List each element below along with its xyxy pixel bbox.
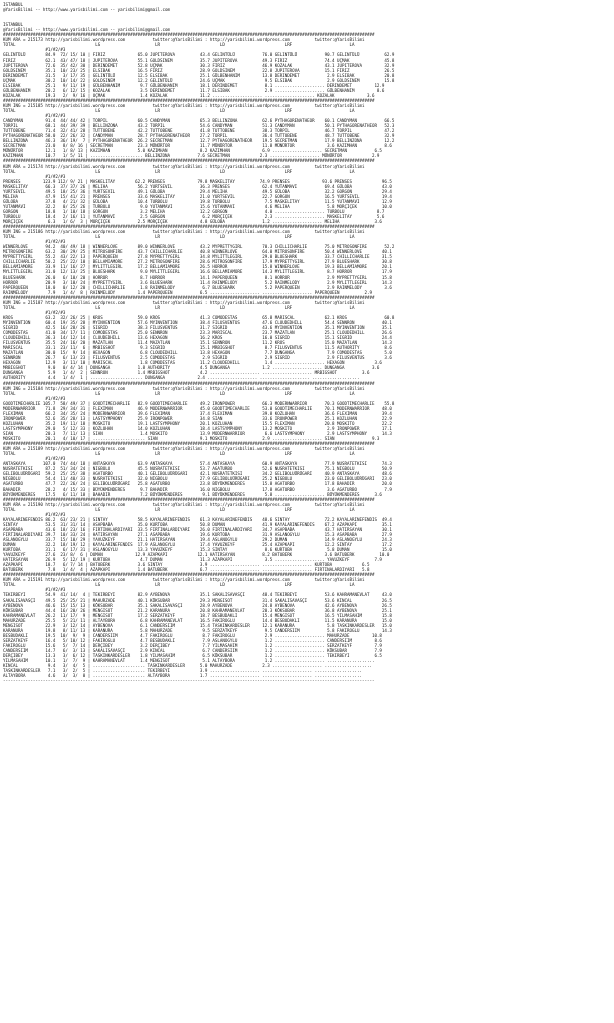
subheader: #1/#2/#3 [3, 47, 66, 53]
race-row: RAINMELODY 7.9 1/ 4/ 8 | RAINMELODY 1.4 PAPERQUEEN 6.5 .................... .................... PAPERQUEEN 2.9 [3, 289, 372, 295]
race-row: TEKIRBEYI 54.9 41/ 14/ 4 | TEKIRBEYI 82.9 AYBENOVA 35.1 SAKALISAVASÇI 48.4 TEKIRBEYI 53.6 KAHRAMANEVLAT 43.0 [3, 592, 392, 598]
page-title: ISTANBUL [3, 22, 23, 28]
column-headers: TOTAL LG LR LD LRF LA [3, 582, 355, 588]
race-row: SECRETMAN 23.0 8/ 8/ 16 | SECRETMAN 23.3 MÜNÜRTOR 11.7 MÜNÜRTOR 11.8 MÜNÜRTOR 3.6 KAZIMHAN 8.6 [3, 143, 392, 149]
race-row: MASKELITAY 66.3 37/ 37/ 26 | MELIHA 56.2 YURTSEVIL 36.3 PRENSES 62.4 YUTANMAVI 69.4 GÜLOBA 43.0 [3, 183, 392, 189]
race-row: TURBOLU 18.4 2/ 16/ 11 | YUTANMAVI 2.5 GORGON 6.2 MORÇIÇEK 2.3 .................... MASKELITAY 5.6 [3, 213, 385, 219]
race-row: MAHURZADE 25.5 5/ 21/ 11 | ALTAYBORA 6.8 KAHRAMANEVLAT 16.5 FAKIROGLU 14.4 BESBUDAKLI 11.5 KARANURA 15.0 [3, 617, 392, 623]
column-headers: TOTAL LG LR LD LRF LA [3, 42, 355, 48]
race-row: MYPRETTYGIRL 55.2 43/ 22/ 13 | PAPERQUEEN 27.8 MYPRETTYGIRL 34.8 MYLITTLEGIRL 29.0 BLUESHARK 33.7 CHILLICHARLIE 31.5 [3, 254, 392, 260]
race-title: KUM ARA = 215191 http://yarisbilimi.wordpress.com twitter:@YarisBilimi : http://yarisbilimi.wordpress.com twitter:@YarisBilimi [3, 577, 365, 583]
race-row: BESBUDAKLI 19.5 10/ 9/ 9 | CANDERSIIM 4.7 FAKIROGLU 8.7 FAKIROGLU 2.9 .................... MAHURZADE 10.8 [3, 632, 382, 638]
race-row: FIRTINALARDIYARI 39.7 10/ 33/ 24 | HATIRSAYAN 27.1 ASAPBABA 19.6 KURTOBA 31.9 ASLANOGYLU 15.3 ASAPBABA 27.9 [3, 531, 392, 537]
column-headers: TOTAL LG LR LD LRF LA [3, 390, 355, 396]
hash-rule: ##################################################################################################################################################### [3, 380, 375, 386]
race-row: FIRIZ 62.1 43/ 47/ 18 | JUPITEROVA 55.1 GOLDSINEM 35.7 JUPITEROVA 49.3 FIRIZ 74.4 UÇMAK 45.8 [3, 57, 395, 63]
race-row: FILUSVENTUS 35.5 24/ 16/ 20 | MAZATLAN 11.4 MAZATLAN 15.1 SENNRON 11.2 KROS 15.0 MAZATLAN 14.3 [3, 340, 392, 346]
race-row: SENNRON 26.7 6/ 13/ 23 | FILUSVENTUS 2.5 COMODESTAS 2.9 SIGRID 2.9 SIGRID 2.9 FILUSVENTUS 3.6 [3, 355, 392, 361]
race-row: YUTANMAVI 32.2 0/ 25/ 26 | TURBOLU 9.0 YUTANMAVI 15.6 YUTANMAVI 4.6 MELIHA 5.8 MORÇIÇEK 10.0 [3, 203, 392, 209]
hash-rule: ##################################################################################################################################################### [3, 294, 375, 300]
subheader: #1/#2/#3 [3, 309, 66, 315]
race-row: WINNERLOVE 94.2 40/ 49/ 18 | WINNERLOVE 89.0 WINNERLOVE 43.2 MYPRETTYGIRL 70.3 CHILLICHARLIE 75.0 MITROSONFIRE 52.2 [3, 244, 395, 250]
race-row: FLEXIMAN 66.2 34/ 35/ 24 | MODERNWARRIOR 39.6 FLEXIMAN 37.4 FLEXIMAN 39.8 KOZLUHAN 36.6 FLEXIMAN 39.4 [3, 410, 392, 416]
race-row: MYINVENTION 60.4 19/ 35/ 28 | MYINVENTION 57.6 MYINVENTION 38.4 FILUSVENTUS 47.6 CLOUDEDHILL 54.4 SENNRON 40.1 [3, 319, 392, 325]
race-row: GELIBOLUÜRÜGARI 59.2 25/ 25/ 38 | AGATURBO 40.1 GELIBOLUÜRÜGARI 42.1 NUSRATETKISI 34.2 GELIBOLUÜRÜGARI 40.9 ANTASKAYA 48.6 [3, 471, 392, 477]
hash-rule: ##################################################################################################################################################### [3, 97, 375, 103]
column-headers: TOTAL LG LR LD LRF LA [3, 168, 355, 174]
subheader: #1/#2/#3 [3, 511, 66, 517]
race-row: KINCAL 9.4 3/ 4/ 5 | ..................... TASKINKARDESLER 5.0 MAHURZADE 2.3 .................... ................... [3, 663, 372, 669]
subheader: #1/#2/#3 [3, 113, 66, 119]
race-row: AYBENOVA 46.6 15/ 15/ 13 | KÖKSUBAR 35.1 SAKALISAVASÇI 28.9 AYBENOVA 24.8 AYBENOVA 42.6 AYBENOVA 26.5 [3, 602, 392, 608]
race-row: KROS 63.2 32/ 26/ 25 | KROS 59.0 KROS 41.3 COMODESTAS 65.8 MARISCAL 62.1 KROS 60.8 [3, 314, 395, 320]
hash-rule: ##################################################################################################################################################### [3, 32, 375, 38]
race-row: MYLITTLEGIRL 31.0 12/ 13/ 25 | BLUESHARK 9.0 MYLITTLEGIRL 16.6 BELLAMIAMORE 14.3 MYLITTLEGIRL 8.7 HORROR 17.9 [3, 269, 392, 275]
dash-rule: ----------------------------------------------------------------------------------------------------------------------------------------------------- [3, 678, 375, 684]
race-row: DUMAN 32.2 18/ 19/ 12 | KAYALARINEFENDIS 17.9 ASLANOGYLU 17.4 YAVUZKEYF 25.4 AZAPKAPI 12.2 SINTAY 17.2 [3, 542, 392, 548]
race-row: MRBIGSHOT 9.0 0/ 4/ 14 | DUNGANGA 1.8 AUTHORITY 4.5 DUNGANGA 1.2 .................... DUNGANGA 3.6 [3, 365, 380, 371]
race-row: CANDERSIIM 14.7 6/ 3/ 13 | SAKALISAVASÇI 2.9 KINCAL 6.7 CANDERSIIM 1.2 .................... KÖKSUBAR 7.9 [3, 648, 382, 653]
race-row: ELSIBAK 25.1 9/ 11/ 19 | GÜLBENHANIM 9.7 GÜLBENHANIM 18.1 DERINDEMET 8.1 .................... DERINDEMET 12.9 [3, 82, 385, 88]
column-headers: TOTAL LG LR LD LRF LA [3, 234, 355, 240]
header-credit: @YarisBilimi -- http://www.yarisbilimi.com -- yarisbilimi@gmail.com [3, 7, 171, 13]
subheader: #1/#2/#3 [3, 456, 66, 462]
race-row: IRONPOWER 52.6 35/ 28/ 13 | LASTSYMPHONY 25.9 IRONPOWER 34.8 SIAN 33.6 IRONPOWER 25.1 KOZLUHAN 22.9 [3, 415, 392, 421]
race-row: COMODESTAS 41.0 34/ 17/ 11 | COMODESTAS 25.0 SENNRON 23.3 MARISCAL 23.7 MAZATLAN 25.1 CLOUDEDHILL 26.6 [3, 330, 392, 336]
race-row: YILMASAHIM 10.1 1/ 7/ 9 | KAHRAMANEVLAT 1.4 MENGISOT 5.1 ALTAYBORA 1.2 .................... ................... [3, 658, 375, 664]
race-row: KURTOBA 31.1 6/ 17/ 31 | ASLANOGYLU 13.3 YAVUZKEYF 15.3 SINTAY 8.6 KURTOBA 5.8 DUMAN 15.0 [3, 547, 392, 553]
race-row: KARANURA 19.8 8/ 11/ 13 | KARANURA 5.8 MAHURZADE 9.5 SERZATKEYF 9.5 CANDERSIIM 5.8 FAKIROGLU 14.3 [3, 627, 392, 633]
race-row: KOZLUHAN 35.2 19/ 11/ 18 | MOSKITO 19.1 LASTSYMPHONY 20.1 KOZLUHAN 15.5 FLEXIMAN 20.8 MOSKITO 22.2 [3, 420, 392, 426]
race-row: KAHRAMANEVLAT 26.2 11/ 17/ 9 | MENGISOT 17.2 SERZATKEYF 18.7 BESBUDAKLI 15.4 MENGISOT 16.5 YILMASAHIM 15.8 [3, 612, 392, 618]
race-row: ANTASKAYA 107.0 74/ 44/ 18 | ANTASKAYA 63.9 ANTASKAYA 57.4 ANTASKAYA 60.9 ANTASKAYA 77.9 NUSRATETKISI 74.3 [3, 461, 392, 467]
race-row: BELLAMIAMORE 33.9 11/ 16/ 27 | MYLITTLEGIRL 17.2 BELLAMIAMORE 26.5 HORROR 15.8 WINNERLOVE 19.3 BELLAMIAMORE 20.1 [3, 264, 392, 270]
race-title: KUM ING = 215187 http://yarisbilimi.wordpress.com twitter:@YarisBilimi : http://yarisbilimi.wordpress.com twitter:@YarisBilimi [3, 299, 365, 305]
race-row: MELIHA 47.9 15/ 41/ 21 | PRENSES 33.6 MASKELITAY 21.0 YURTSEVIL 22.7 GORGON 16.5 YURTSEVIL 19.4 [3, 193, 392, 199]
race-row: AZAPKAPI 18.7 6/ 7/ 14 | BATUBERK 3.6 SINTAY 3.9 .................... .................... KURTOBA 6.5 [3, 562, 370, 568]
race-row: TUTTOBENE 71.4 32/ 41/ 28 | TUTTOBENE 42.2 TUTTOBENE 41.8 TUTTOBENE 38.3 TORPIL 46.7 TORPIL 47.2 [3, 128, 395, 134]
race-row: JUPITEROVA 72.6 35/ 42/ 30 | DERINDEMET 52.8 UÇMAK 30.3 FIRIZ 46.9 KOZALAK 43.1 JUPITEROVA 32.9 [3, 62, 395, 68]
race-row: TORPIL 68.1 44/ 39/ 39 | BELLINZONA 43.2 TORPIL 54.6 CANDYMAN 51.3 CANDYMAN 50.1 PYTHAGORENATHEOR 52.3 [3, 123, 395, 129]
race-row: BAHADIR 28.2 4/ 15/ 33 | BÜYÜKMENDERES 9.7 BAHADIR 16.0 NIGBOLU 17.8 AGATURBO 3.6 AGATURBO 7.9 [3, 486, 392, 492]
race-row: FAKIROGLU 15.6 5/ 7/ 14 | DERÇIBEY 3.2 DERÇIBEY 7.7 YILMASAHIM 1.2 .................... SERZATKEYF 7.9 [3, 642, 382, 648]
race-row: NUSRATETKISI 87.2 51/ 34/ 24 | NIGBOLU 45.5 NUSRATETKISI 53.7 AGATURBO 52.6 NUSRATETKISI 75.1 NIGBOLU 50.9 [3, 466, 392, 472]
race-row: CANDYMAN 91.4 44/ 44/ 42 | TORPIL 60.5 CANDYMAN 65.3 BELLINZONA 62.6 PYTHAGORENATHEOR 60.1 CANDYMAN 66.5 [3, 118, 395, 124]
column-headers: TOTAL LG LR LD LRF LA [3, 451, 355, 457]
race-row: CHILLICHARLIE 50.2 25/ 22/ 10 | BELLAMIAMORE 27.2 MITROSONFIRE 28.6 MITROSONFIRE 17.9 MYPRETTYGIRL 27.9 BLUESHARK 30.8 [3, 259, 392, 265]
race-row: SAKALISAVASÇI 49.5 25/ 25/ 21 | MAHURZADE 40.1 KÖKSUBAR 29.3 MENGISOT 31.4 SAKALISAVASÇI 53.6 KINCAL 26.5 [3, 597, 392, 603]
race-row: MENGISOT 22.9 3/ 12/ 14 | AYBENOVA 6.1 CANDERSIIM 15.4 TASKINKARDESLER 12.1 KARANURA 5.8 TASKINKARDESLER 15.0 [3, 622, 392, 628]
race-row: GELINTÜLÜ 84.9 72/ 15/ 10 | FIRIZ 65.0 JUPITEROVA 43.4 GELINTÜLÜ 76.0 GELINTÜLÜ 90.7 GELINTÜLÜ 62.9 [3, 52, 395, 58]
race-row: MOSKITO 20.1 4/ 10/ 17 | ..................... SIAN 9.1 MOSKITO 2.9 .................... SIAN 9.3 [3, 436, 380, 442]
race-title: KUM ING = 215186 http://yarisbilimi.wordpress.com twitter:@YarisBilimi : http://yarisbilimi.wordpress.com twitter:@YarisBilimi [3, 229, 365, 235]
race-row: AUTHORITY 4.4 1/ 4/ 1 | ..................... DUNGANGA 2.4 .................... .................... ................... [3, 375, 360, 381]
race-title: KUM ING = 215185 http://yarisbilimi.wordpress.com twitter:@YarisBilimi : http://yarisbilimi.wordpress.com twitter:@YarisBilimi [3, 102, 365, 108]
race-row: GÜLOBA 37.8 4/ 21/ 32 | GÜLOBA 10.4 TURBOLU 19.8 TURBOLU 7.5 MASKELITAY 11.5 YUTANMAVI 12.9 [3, 198, 392, 204]
column-headers: TOTAL LG LR LD LRF LA [3, 506, 355, 512]
race-row: PAPERQUEEN 18.0 0/ 12/ 20 | CHILLICHARLIE 1.8 RAINMELODY 6.7 BLUESHARK 5.2 PAPERQUEEN 2.9 RAINMELODY 3.6 [3, 284, 392, 290]
column-headers: TOTAL LG LR LD LRF LA [3, 107, 355, 113]
race-row: PRENSES 123.9 112/ 9/ 21 | MASKELITAY 62.2 PRENSES 79.8 MASKELITAY 74.9 PRENSES 93.6 PRENSES 96.5 [3, 178, 392, 184]
race-row: YAVUZKEYF 27.6 23/ 8/ 6 | DUMAN 12.9 AZAPKAPI 12.1 HATIRSAYAN 8.2 BATUBERK 3.6 BATUBERK 10.0 [3, 552, 390, 558]
race-row: KÖKSUBAR 44.4 16/ 20/ 26 | MENGISOT 21.2 KARANURA 20.8 KAHRAMANEVLAT 20.3 KÖKSUBAR 36.8 AYBENOVA 25.1 [3, 607, 392, 613]
race-row: MARISCAL 33.1 23/ 11/ 6 | MRBIGSHOT 9.3 SIGRID 15.1 MRBIGSHOT 8.7 FILUSVENTUS 11.5 AUTHORITY 8.6 [3, 345, 392, 351]
race-title: KUM ARA = 215189 http://yarisbilimi.wordpress.com twitter:@YarisBilimi : http://yarisbilimi.wordpress.com twitter:@YarisBilimi [3, 446, 365, 452]
race-row: KAZIMHAN 10.7 1/ 5/ 11 | ..................... BELLINZONA 7.6 SECRETMAN 2.3 .................... MÜNÜRTOR 2.9 [3, 153, 380, 159]
race-row: MORÇIÇEK 6.3 1/ 6/ 3 | MORÇIÇEK 2.5 MORÇIÇEK 4.8 GÜLOBA 1.2 .................... MELIHA 3.6 [3, 219, 382, 225]
race-row: DERINDEMET 31.5 3/ 17/ 35 | GELINTÜLÜ 12.5 ELSIBAK 25.1 GÜLBENHANIM 13.8 DERINDEMET 2.9 ELSIBAK 20.8 [3, 72, 395, 78]
race-row: DUNGANGA 5.9 1/ 4/ 2 | SENNRON 1.4 MRBIGSHOT 4.2 .................... .................... MRBIGSHOT 3.6 [3, 370, 370, 376]
race-row: AGATURBO 47.7 22/ 26/ 24 | GELIBOLUÜRÜGARI 25.8 AGATURBO 23.8 BÜYÜKMENDERES 15.8 AGATURBO 17.8 BAHADIR 20.0 [3, 481, 392, 487]
race-row: MITROSONFIRE 63.2 30/ 29/ 25 | MITROSONFIRE 43.7 CHILLICHARLIE 40.8 WINNERLOVE 64.0 MITROSONFIRE 50.4 WINNERLOVE 40.1 [3, 249, 392, 255]
race-title: KUM ARA = 215190 http://yarisbilimi.wordpress.com twitter:@YarisBilimi : http://yarisbilimi.wordpress.com twitter:@YarisBilimi [3, 501, 365, 507]
race-row: GOLDSINEM 35.1 10/ 23/ 25 | ELSIBAK 16.5 FIRIZ 28.9 GOLDSINEM 22.8 JUPITEROVA 15.1 FIRIZ 26.5 [3, 67, 395, 73]
race-row: BATUBERK 7.8 1/ 4/ 4 | AZAPKAPI 1.4 BATUBERK 6.7 .................... .................... FIRTINALARDIYARI 5.8 [3, 567, 370, 573]
race-row: ASAPBABA 43.6 18/ 23/ 16 | FIRTINALARDIYARI 33.5 FIRTINALARDIYARI 26.0 FIRTINALARDIYARI 34.7 ASAPBABA 43.7 HATIRSAYAN 30.1 [3, 526, 392, 532]
race-row: GOODTIMECHARLIE 105.7 58/ 49/ 37 | GOODTIMECHARLIE 82.9 GOODTIMECHARLIE 49.2 IRONPOWER 66.3 MODERNWARRIOR 70.3 GOODTIMECHARLIE 55.8 [3, 400, 395, 406]
race-row: GORGON 18.8 1/ 10/ 18 | GORGON 3.2 MELIHA 12.2 GORGON 4.0 .................... TURBOLU 8.7 [3, 208, 385, 214]
race-row: GÜLBENHANIM 20.2 6/ 12/ 15 | KOZALAK 3.5 DERINDEMET 11.7 ELSIBAK 2.9 .................... GÜLBENHANIM 8.6 [3, 87, 385, 93]
hash-rule: ##################################################################################################################################################### [3, 158, 375, 164]
race-row: NIGBOLU 54.4 11/ 40/ 33 | NUSRATETKISI 32.0 NIGBOLU 27.9 GELIBOLUÜRÜGARI 25.2 NIGBOLU 23.0 GELIBOLUÜRÜGARI 23.0 [3, 476, 392, 482]
race-row: DERÇIBEY 13.3 3/ 6/ 12 | TASKINKARDESLER 1.8 YILMASAHIM 6.5 KÖKSUBAR 1.2 .................... TEKIRBEYI 6.5 [3, 653, 382, 659]
race-row: MÜNÜRTOR 12.1 1/ 8/ 13 | KAZIMHAN 5.0 KAZIMHAN 8.2 KAZIMHAN 6.9 .................... SECRETMAN 6.5 [3, 148, 382, 154]
race-title: KUM ING = 215184 http://yarisbilimi.wordpress.com twitter:@YarisBilimi : http://yarisbilimi.wordpress.com twitter:@YarisBilimi [3, 385, 365, 391]
race-row: HORROR 20.9 3/ 10/ 24 | MYPRETTYGIRL 3.6 BLUESHARK 11.4 RAINMELODY 5.2 RAINMELODY 2.9 MYLITTLEGIRL 14.3 [3, 279, 392, 285]
race-row: PYTHAGORENATHEOR 58.0 22/ 26/ 32 | CANDYMAN 28.7 PYTHAGORENATHEOR 27.2 TORPIL 36.4 TUTTOBENE 48.7 TUTTOBENE 32.9 [3, 133, 395, 139]
race-row: LASTSYMPHONY 29.0 5/ 12/ 33 | KOZLUHAN 14.0 KOZLUHAN 18.4 LASTSYMPHONY 13.2 MOSKITO 2.9 IRONPOWER 17.1 [3, 425, 392, 431]
race-row: KAYALARINEFENDIS 86.2 63/ 23/ 21 | SINTAY 58.5 KAYALARINEFENDIS 61.3 KAYALARINEFENDIS 48.6 SINTAY 72.2 KAYALARINEFENDIS 49.4 [3, 516, 392, 522]
race-row: ALTAYBORA 4.6 3/ 3/ 0 | ..................... ALTAYBORA 1.7 .................... .................... ................... [3, 673, 362, 679]
site-line: @YarisBilimi -- http://www.yarisbilimi.com -- yarisbilimi@gmail.com [3, 27, 171, 33]
subheader: #1/#2/#3 [3, 395, 66, 401]
race-row: MAZATLAN 30.0 15/ 9/ 14 | HEXAGON 6.8 CLOUDEDHILL 13.8 HEXAGON 7.7 DUNGANGA 7.9 COMODESTAS 5.0 [3, 350, 392, 356]
subheader: #1/#2/#3 [3, 239, 66, 245]
race-row: SINTAY 53.5 31/ 31/ 14 | ASAPBABA 35.0 KURTOBA 50.8 DUMAN 41.9 KAYALARINEFENDIS 67.2 AZAPKAPI 35.1 [3, 521, 392, 527]
race-row: MODERNWARRIOR 71.8 29/ 34/ 31 | FLEXIMAN 46.9 MODERNWARRIOR 45.0 GOODTIMECHARLIE 53.0 GOODTIMECHARLIE 70.1 MODERNWARRIOR 48.0 [3, 405, 392, 411]
race-row: SIGRID 42.5 16/ 28/ 26 | SIGRID 38.3 FILUSVENTUS 31.7 SIGRID 43.6 MYINVENTION 35.1 MYINVENTION 35.1 [3, 325, 392, 330]
column-headers: TOTAL LG LR LD LRF LA [3, 304, 355, 310]
race-row: BLUESHARK 26.0 6/ 10/ 20 | HORROR 8.7 HORROR 14.1 PAPERQUEEN 8.1 HORROR 2.9 MYPRETTYGIRL 15.8 [3, 274, 392, 280]
race-row: YURTSEVIL 49.5 18/ 25/ 36 | YURTSEVIL 49.1 GÜLOBA 29.4 MELIHA 49.5 GÜLOBA 32.2 GORGON 29.4 [3, 188, 392, 194]
race-row: SERZATKEYF 16.4 5/ 10/ 12 | FAKIROGLU 4.7 BESBUDAKLI 7.9 ASLANOGYLU 1.2 .................... CANDERSIIM 8.6 [3, 637, 382, 643]
race-title: KUM ARA = 215173 http://yarisbilimi.wordpress.com twitter:@YarisBilimi : http://yarisbilimi.wordpress.com twitter:@YarisBilimi [3, 37, 365, 43]
hash-rule: ##################################################################################################################################################### [3, 572, 375, 578]
race-row: BÜYÜKMENDERES 17.5 6/ 11/ 18 | BAHADIR 7.2 BÜYÜKMENDERES 9.1 BÜYÜKMENDERES 5.8 .................... BÜYÜKMENDERES 3.6 [3, 491, 382, 497]
race-row: KOZALAK 19.3 2/ 9/ 16 | UÇMAK 1.4 KOZALAK 11.2 .................... .................... KOZALAK 3.6 [3, 92, 375, 98]
race-row: HATIRSAYAN 26.9 5/ 12/ 19 | KURTOBA 4.7 DUMAN 11.3 AZAPKAPI 3.5 .................... YAVUZKEYF 7.9 [3, 557, 382, 563]
subheader: #1/#2/#3 [3, 587, 66, 593]
hash-rule: ##################################################################################################################################################### [3, 441, 375, 447]
race-row: HEXAGON 12.9 3/ 11/ 10 | MARISCAL 1.8 COMODESTAS 11.2 CLOUDEDHILL 1.4 .................... HEXAGON 3.6 [3, 360, 382, 366]
hash-rule: ##################################################################################################################################################### [3, 496, 375, 502]
race-row: TASKINKARDESLER 7.1 3/ 2/ 5 | ..................... TEKIRBEYI 3.9 .................... .................... ................... [3, 668, 362, 674]
race-row: BELLINZONA 46.3 36/ 19/ 7 | PYTHAGORENATHEOR 26.2 SECRETMAN 12.7 PYTHAGORENATHEOR 19.5 SECRETMAN 17.9 BELLINZONA 12.2 [3, 138, 395, 144]
header-city: ISTANBUL [3, 2, 23, 7]
subheader: #1/#2/#3 [3, 173, 66, 179]
race-row: CLOUDEDHILL 36.3 14/ 12/ 14 | CLOUDEDHILL 13.6 HEXAGON 16.2 KROS 16.0 SIGRID 15.1 SIGRID 24.4 [3, 335, 392, 341]
hash-rule: ##################################################################################################################################################### [3, 224, 375, 230]
race-row: SIAN 20.3 7/ 11/ 13 | SIAN 1.4 MOSKITO 13.9 MODERNWARRIOR 6.6 LASTSYMPHONY 2.9 LASTSYMPHONY 14.3 [3, 430, 392, 436]
race-row: ASLANOGYLU 33.7 15/ 10/ 29 | YAVUZKEYF 21.1 HATIRSAYAN 19.4 ASLANOGYLU 29.2 DUMAN 14.9 ASLANOGYLU 24.3 [3, 536, 392, 542]
race-title: KUM ARA = 215174 http://yarisbilimi.wordpress.com twitter:@YarisBilimi : http://yarisbilimi.wordpress.com twitter:@YarisBilimi [3, 163, 365, 169]
race-row: UÇMAK 30.2 10/ 14/ 22 | GOLDSINEM 12.2 GELINTÜLÜ 24.6 UÇMAK 9.5 ELSIBAK 2.9 GOLDSINEM 15.8 [3, 77, 395, 83]
